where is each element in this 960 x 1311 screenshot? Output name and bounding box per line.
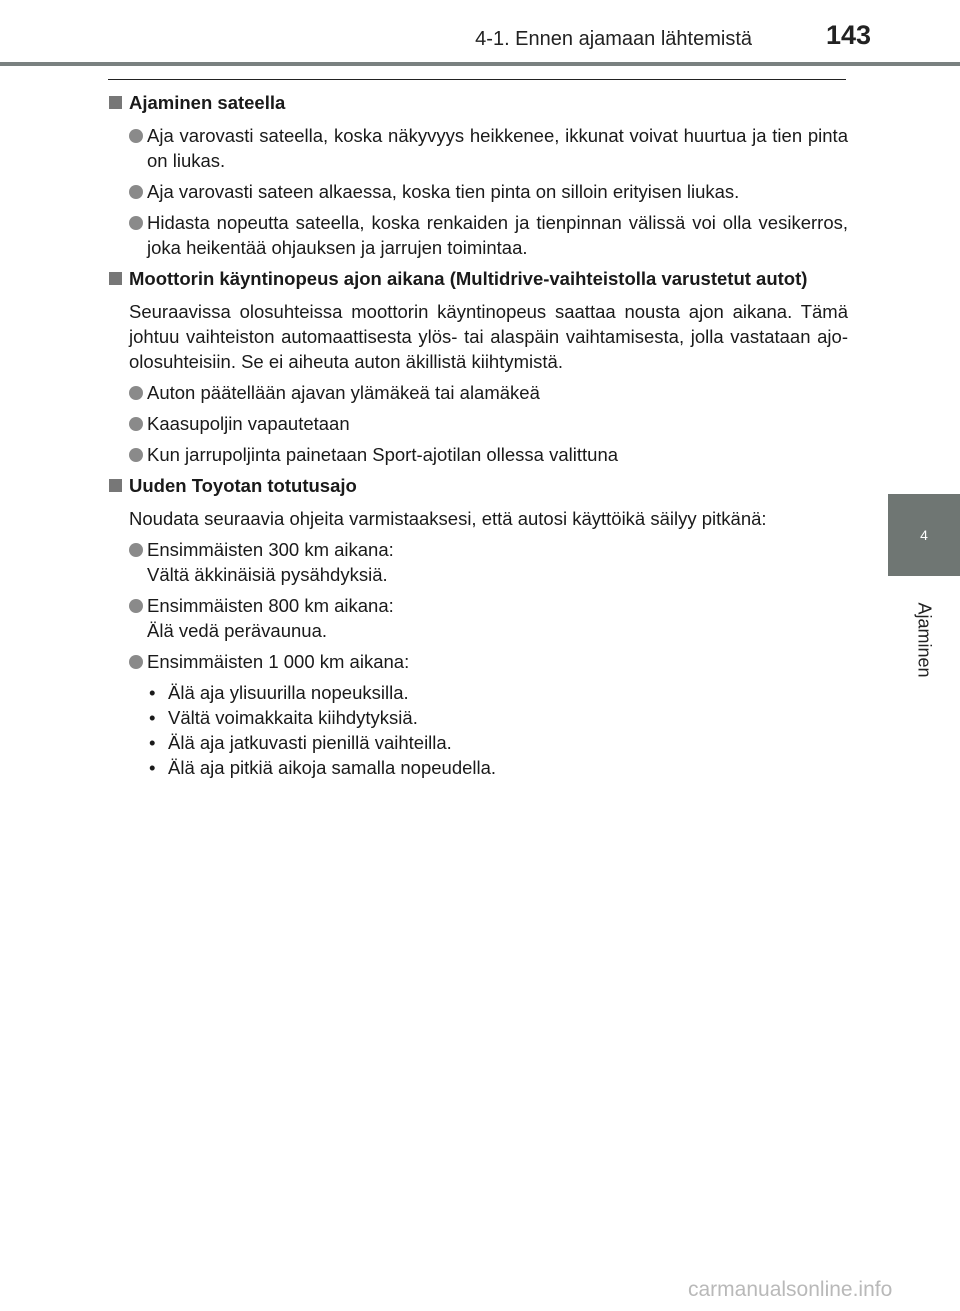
list-item: Aja varovasti sateen alkaessa, koska tien pinta on silloin erityisen liukas. (129, 179, 848, 204)
list-item: Ensimmäisten 300 km aikana: Vältä äkkinäisiä pysähdyksiä. (129, 537, 848, 587)
circle-bullet-icon (129, 417, 143, 431)
section-heading (108, 90, 848, 115)
circle-bullet-icon (129, 599, 143, 613)
sub-bullet-item: • Vältä voimakkaita kiihdytyksiä. (147, 705, 848, 730)
list-item: Ensimmäisten 800 km aikana: Älä vedä perävaunua. (129, 593, 848, 643)
side-strip (888, 66, 960, 494)
circle-bullet-icon (129, 185, 143, 199)
section-heading (108, 266, 848, 291)
circle-bullet-icon (129, 655, 143, 669)
square-marker-icon (109, 96, 122, 109)
list-item: Auton päätellään ajavan ylämäkeä tai alamäkeä (129, 380, 848, 405)
chapter-label: Ajaminen (914, 602, 935, 678)
header-rule (0, 62, 960, 66)
paragraph: Noudata seuraavia ohjeita varmistaaksesi, että autosi käyttöikä säilyy pitkänä: (129, 508, 767, 529)
list-item: Ensimmäisten 1 000 km aikana: (129, 649, 848, 674)
circle-bullet-icon (129, 129, 143, 143)
chapter-tab[interactable] (888, 494, 960, 576)
square-marker-icon (109, 272, 122, 285)
chapter-label-box (888, 576, 960, 728)
sub-bullet-list (147, 680, 848, 780)
section-title-text: Uuden Toyotan totutusajo (129, 475, 357, 496)
circle-bullet-icon (129, 448, 143, 462)
list-item: Kun jarrupoljinta painetaan Sport-ajotilan ollessa valittuna (129, 442, 848, 467)
paragraph: Seuraavissa olosuhteissa moottorin käyntinopeus saattaa nousta ajon aikana. Tämä johtuu vaihteiston automaattisesta ylös- tai alaspäin vaihtamisesta, jolla vastataan ajo-olosuhteisiin. Se ei aiheuta auton äkillistä kiihtymistä. (129, 301, 848, 372)
sub-bullet-item: • Älä aja ylisuurilla nopeuksilla. (147, 680, 848, 705)
circle-bullet-icon (129, 543, 143, 557)
chapter-number: 4 (920, 527, 928, 543)
page-content (108, 90, 848, 780)
list-item: Kaasupoljin vapautetaan (129, 411, 848, 436)
watermark-text: carmanualsonline.info (688, 1278, 893, 1301)
list-item: Hidasta nopeutta sateella, koska renkaiden ja tienpinnan välissä voi olla vesikerros, joka heikentää ohjauksen ja jarrujen toimintaa. (129, 210, 848, 260)
section-title: 4-1. Ennen ajamaan lähtemistä (475, 28, 752, 50)
circle-bullet-icon (129, 386, 143, 400)
list-item: Aja varovasti sateella, koska näkyvyys heikkenee, ikkunat voivat huurtua ja tien pinta on liukas. (129, 123, 848, 173)
square-marker-icon (109, 479, 122, 492)
section-title-text: Moottorin käyntinopeus ajon aikana (Multidrive-vaihteistolla varustetut autot) (129, 268, 808, 289)
circle-bullet-icon (129, 216, 143, 230)
section-title-text: Ajaminen sateella (129, 92, 286, 113)
sub-bullet-item: • Älä aja jatkuvasti pienillä vaihteilla. (147, 730, 848, 755)
section-heading (108, 473, 848, 498)
page-number: 143 (826, 20, 872, 50)
sub-bullet-item: • Älä aja pitkiä aikoja samalla nopeudella. (147, 755, 848, 780)
content-rule (108, 79, 846, 80)
